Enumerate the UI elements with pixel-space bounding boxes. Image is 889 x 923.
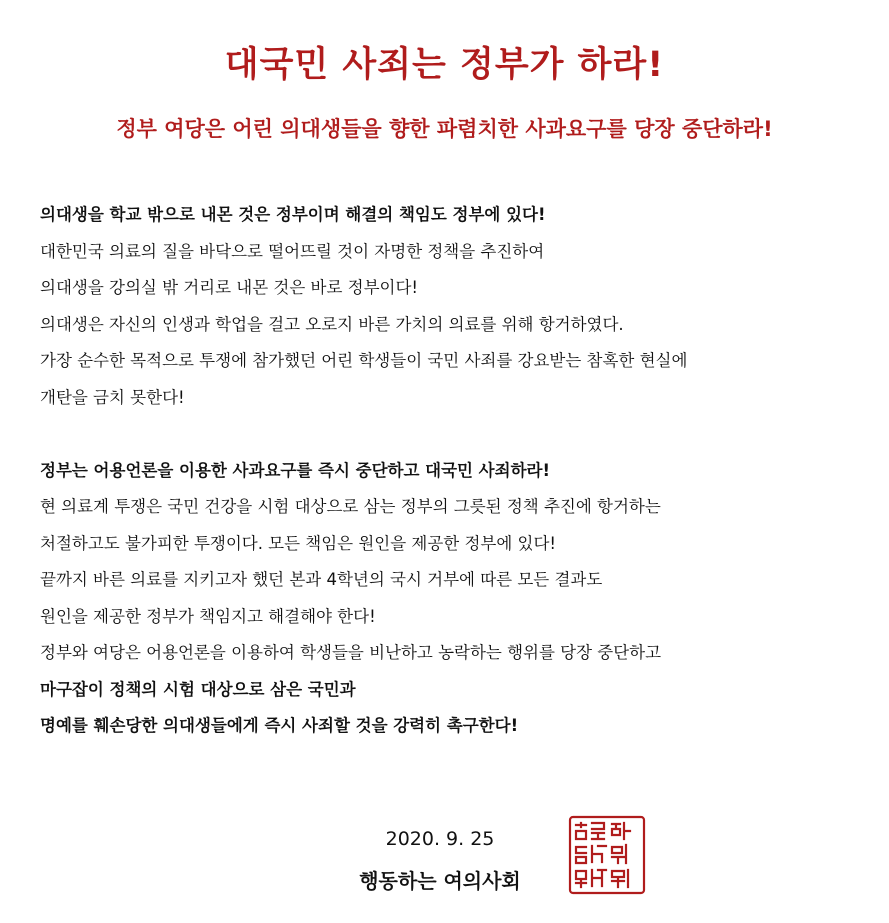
section1-line: 의대생은 자신의 인생과 학업을 걸고 오로지 바른 가치의 의료를 위해 항거하였다. bbox=[40, 314, 624, 334]
section1-line: 대한민국 의료의 질을 바닥으로 떨어뜨릴 것이 자명한 정책을 추진하여 bbox=[40, 241, 545, 261]
section2-line: 끝까지 바른 의료를 지키고자 했던 본과 4학년의 국시 거부에 따른 모든 결과도 bbox=[40, 570, 603, 589]
section2-line: 원인을 제공한 정부가 책임지고 해결해야 한다! bbox=[40, 606, 376, 626]
section2-heading: 정부는 어용언론을 이용한 사과요구를 즉시 중단하고 대국민 사죄하라! bbox=[40, 460, 550, 480]
organization-signature: 행동하는 여의사회 bbox=[359, 869, 521, 893]
section1-line: 의대생을 강의실 밖 거리로 내몬 것은 바로 정부이다! bbox=[40, 278, 419, 297]
closing-statement: 마구잡이 정책의 시험 대상으로 삼은 국민과 bbox=[40, 679, 356, 699]
section1-heading: 의대생을 학교 밖으로 내몬 것은 정부이며 해결의 책임도 정부에 있다! bbox=[40, 205, 546, 224]
paragraph-spacer bbox=[40, 416, 870, 453]
seal-stamp-icon bbox=[568, 815, 646, 895]
closing-statement: 명예를 훼손당한 의대생들에게 즉시 사죄할 것을 강력히 촉구한다! bbox=[40, 716, 519, 735]
section1-line: 가장 순수한 목적으로 투쟁에 참가했던 어린 학생들이 국민 사죄를 강요받는 참혹한 현실에 bbox=[40, 351, 688, 370]
document-title: 대국민 사죄는 정부가 하라! bbox=[224, 45, 665, 85]
section2-line: 처절하고도 불가피한 투쟁이다. 모든 책임은 원인을 제공한 정부에 있다! bbox=[40, 533, 557, 553]
section1-line: 개탄을 금치 못한다! bbox=[40, 387, 185, 407]
statement-body bbox=[40, 197, 870, 745]
document-subtitle: 정부 여당은 어린 의대생들을 향한 파렴치한 사과요구를 당장 중단하라! bbox=[116, 117, 773, 141]
section2-line: 현 의료계 투쟁은 국민 건강을 시험 대상으로 삼는 정부의 그릇된 정책 추진에 항거하는 bbox=[40, 497, 661, 516]
section2-line: 정부와 여당은 어용언론을 이용하여 학생들을 비난하고 농락하는 행위를 당장 중단하고 bbox=[40, 643, 662, 662]
statement-date: 2020. 9. 25 bbox=[385, 828, 495, 850]
